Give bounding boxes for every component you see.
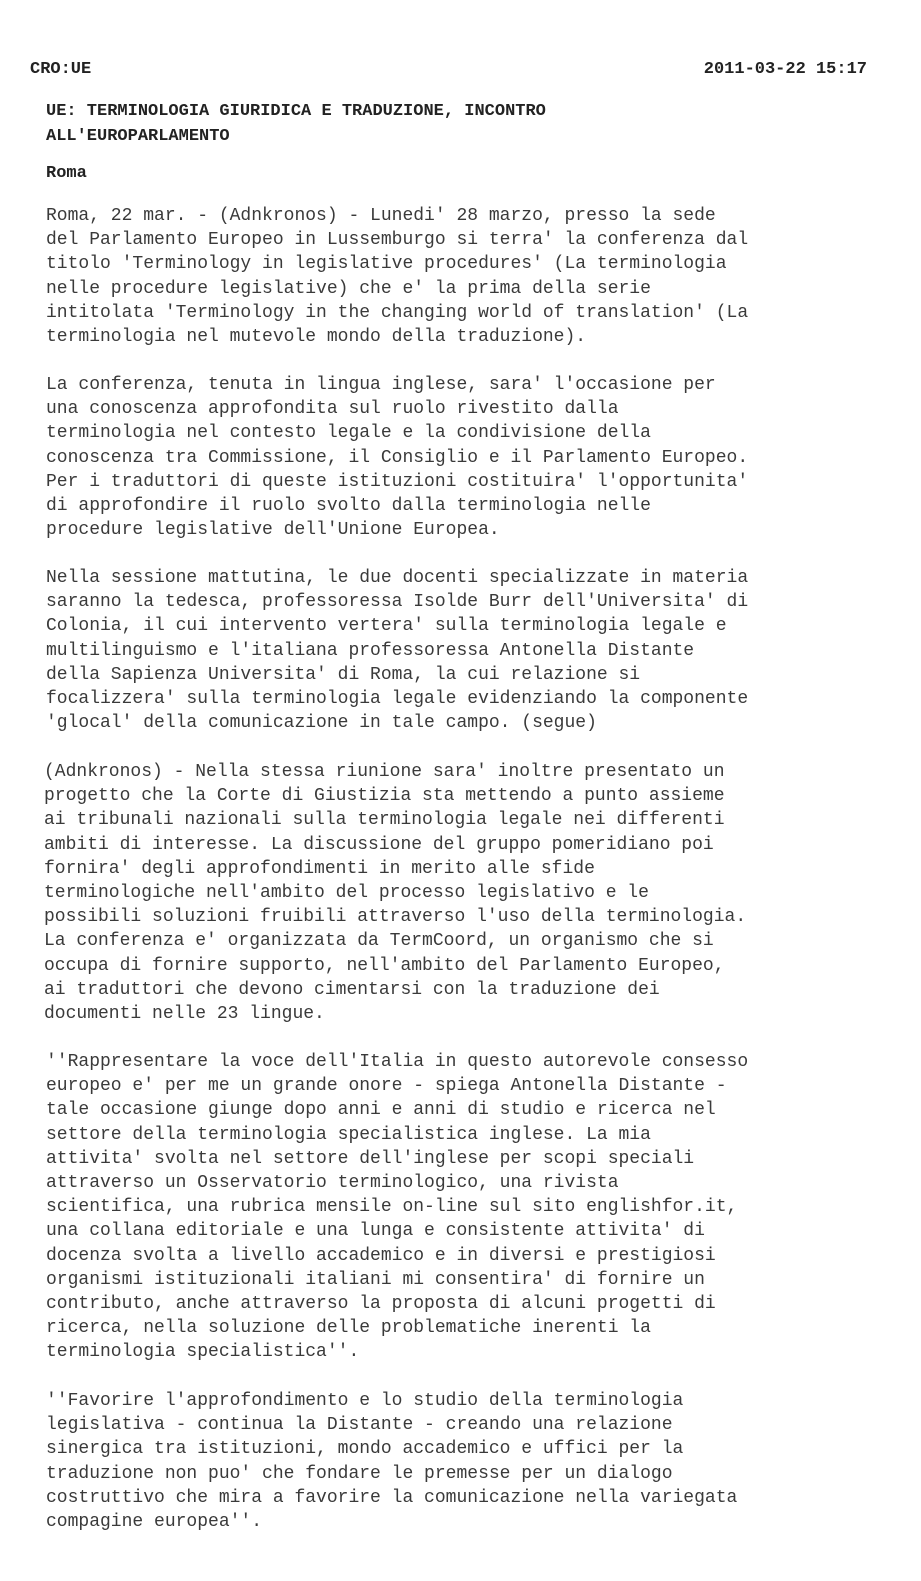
paragraph-line: attraverso un Osservatorio terminologico, una rivista xyxy=(46,1173,619,1194)
paragraph-line: terminologia specialistica''. xyxy=(46,1342,360,1363)
paragraph-line: ''Rappresentare la voce dell'Italia in questo autorevole consesso xyxy=(46,1052,749,1072)
paragraph-line: possibili soluzioni fruibili attraverso l'uso della terminologia. xyxy=(44,907,747,928)
paragraph-line: procedure legislative dell'Unione Europea. xyxy=(46,520,500,541)
paragraph-line: nelle procedure legislative) che e' la prima della serie xyxy=(46,278,651,299)
paragraph-line: settore della terminologia specialistica inglese. La mia xyxy=(46,1124,651,1145)
paragraph-line: La conferenza, tenuta in lingua inglese, sara' l'occasione per xyxy=(46,375,716,395)
paragraph-line: saranno la tedesca, professoressa Isolde Burr dell'Universita' di xyxy=(46,592,749,613)
paragraph-5 xyxy=(46,1050,748,1365)
paragraph-line: ai traduttori che devono cimentarsi con la traduzione dei xyxy=(44,979,660,1000)
paragraph-line: conoscenza tra Commissione, il Consiglio e il Parlamento Europeo. xyxy=(46,447,749,468)
paragraph-line: multilinguismo e l'italiana professoressa Antonella Distante xyxy=(46,640,695,661)
paragraph-1 xyxy=(46,204,748,349)
paragraph-line: ''Favorire l'approfondimento e lo studio della terminologia xyxy=(46,1391,684,1411)
headline-line: UE: TERMINOLOGIA GIURIDICA E TRADUZIONE, INCONTRO xyxy=(46,102,546,121)
paragraph-line: Colonia, il cui intervento vertera' sulla terminologia legale e xyxy=(46,616,727,637)
headline xyxy=(46,100,546,149)
paragraph-line: fornira' degli approfondimenti in merito alle sfide xyxy=(44,858,595,879)
paragraph-line: della Sapienza Universita' di Roma, la cui relazione si xyxy=(46,664,641,685)
paragraph-line: di approfondire il ruolo svolto dalla terminologia nelle xyxy=(46,496,651,517)
paragraph-6 xyxy=(46,1389,737,1534)
paragraph-line: Nella sessione mattutina, le due docenti specializzate in materia xyxy=(46,568,749,588)
paragraph-line: una conoscenza approfondita sul ruolo rivestito dalla xyxy=(46,399,619,420)
paragraph-4 xyxy=(44,760,746,1026)
paragraph-line: europeo e' per me un grande onore - spiega Antonella Distante - xyxy=(46,1076,727,1097)
paragraph-line: progetto che la Corte di Giustizia sta mettendo a punto assieme xyxy=(44,786,725,807)
paragraph-line: ricerca, nella soluzione delle problematiche inerenti la xyxy=(46,1318,651,1339)
dateline: Roma xyxy=(46,164,87,183)
article-header xyxy=(0,60,921,84)
paragraph-line: Per i traduttori di queste istituzioni costituira' l'opportunita' xyxy=(46,471,749,492)
paragraph-line: intitolata 'Terminology in the changing world of translation' (La xyxy=(46,302,749,323)
paragraph-line: terminologiche nell'ambito del processo legislativo e le xyxy=(44,883,649,904)
paragraph-line: focalizzera' sulla terminologia legale evidenziando la componente xyxy=(46,689,749,710)
paragraph-line: scientifica, una rubrica mensile on-line sul sito englishfor.it, xyxy=(46,1197,738,1218)
publish-datetime: 2011-03-22 15:17 xyxy=(703,60,867,79)
paragraph-2 xyxy=(46,373,748,542)
paragraph-line: ambiti di interesse. La discussione del gruppo pomeridiano poi xyxy=(44,834,714,855)
paragraph-line: traduzione non puo' che fondare le premesse per un dialogo xyxy=(46,1463,673,1484)
paragraph-line: documenti nelle 23 lingue. xyxy=(44,1004,325,1025)
paragraph-line: contributo, anche attraverso la proposta di alcuni progetti di xyxy=(46,1294,716,1315)
paragraph-line: terminologia nel mutevole mondo della traduzione). xyxy=(46,327,587,348)
paragraph-line: una collana editoriale e una lunga e consistente attivita' di xyxy=(46,1221,705,1242)
paragraph-line: (Adnkronos) - Nella stessa riunione sara' inoltre presentato un xyxy=(44,762,725,782)
paragraph-line: tale occasione giunge dopo anni e anni di studio e ricerca nel xyxy=(46,1100,716,1121)
paragraph-line: sinergica tra istituzioni, mondo accademico e uffici per la xyxy=(46,1439,684,1460)
paragraph-line: costruttivo che mira a favorire la comunicazione nella variegata xyxy=(46,1487,738,1508)
paragraph-line: compagine europea''. xyxy=(46,1512,263,1533)
paragraph-line: Roma, 22 mar. - (Adnkronos) - Lunedi' 28 marzo, presso la sede xyxy=(46,206,716,226)
paragraph-line: titolo 'Terminology in legislative procedures' (La terminologia xyxy=(46,254,727,275)
paragraph-line: 'glocal' della comunicazione in tale campo. (segue) xyxy=(46,713,597,734)
paragraph-line: attivita' svolta nel settore dell'inglese per scopi speciali xyxy=(46,1148,695,1169)
paragraph-line: organismi istituzionali italiani mi consentira' di fornire un xyxy=(46,1269,705,1290)
category-slug: CRO:UE xyxy=(30,60,92,79)
paragraph-line: ai tribunali nazionali sulla terminologia legale nei differenti xyxy=(44,810,725,831)
paragraph-line: legislativa - continua la Distante - creando una relazione xyxy=(46,1415,673,1436)
paragraph-line: La conferenza e' organizzata da TermCoord, un organismo che si xyxy=(44,931,714,952)
paragraph-line: del Parlamento Europeo in Lussemburgo si terra' la conferenza dal xyxy=(46,230,749,251)
paragraph-line: occupa di fornire supporto, nell'ambito del Parlamento Europeo, xyxy=(44,955,725,976)
paragraph-line: terminologia nel contesto legale e la condivisione della xyxy=(46,423,651,444)
paragraph-3 xyxy=(46,566,748,735)
paragraph-line: docenza svolta a livello accademico e in diversi e prestigiosi xyxy=(46,1245,716,1266)
headline-line: ALL'EUROPARLAMENTO xyxy=(46,126,230,146)
